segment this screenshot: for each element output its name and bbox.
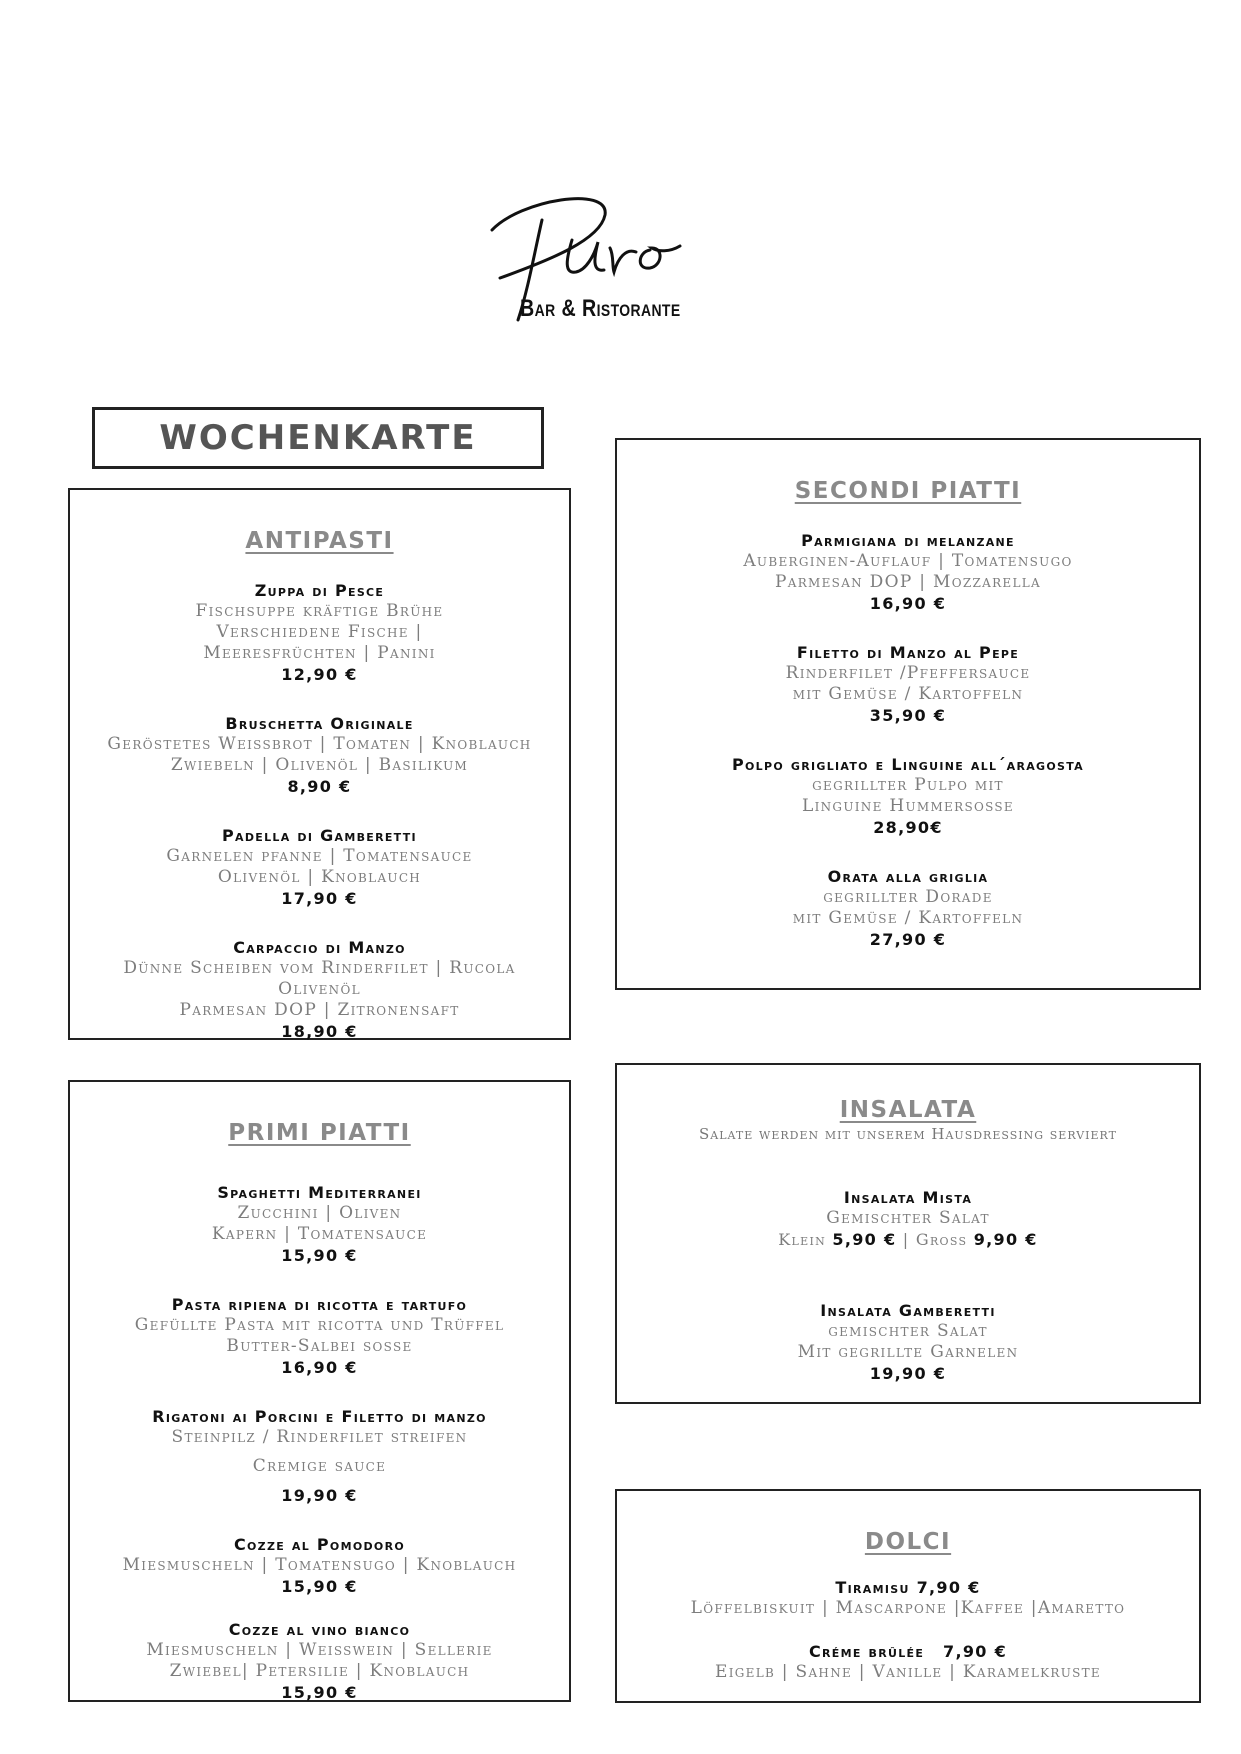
secondi-section bbox=[615, 438, 1201, 990]
menu-item bbox=[617, 1187, 1199, 1250]
item-desc: Zucchini | Oliven bbox=[237, 1203, 402, 1223]
insalata-section bbox=[615, 1063, 1201, 1404]
item-desc: gegrillter Dorade bbox=[823, 887, 993, 907]
item-desc: Olivenöl bbox=[278, 979, 361, 999]
item-desc: Miesmuscheln | Weisswein | Sellerie bbox=[146, 1640, 493, 1660]
item-desc: Dünne Scheiben vom Rinderfilet | Rucola bbox=[123, 958, 516, 978]
item-name: Bruschetta Originale bbox=[225, 714, 414, 733]
item-price: 15,90 € bbox=[281, 1246, 358, 1265]
menu-item bbox=[617, 754, 1199, 838]
item-name: Créme brûlée bbox=[808, 1642, 925, 1661]
item-desc: Butter-Salbei sosse bbox=[226, 1336, 413, 1356]
item-name: Filetto di Manzo al Pepe bbox=[796, 643, 1020, 662]
item-name: Tiramisu bbox=[835, 1578, 910, 1597]
item-name: Spaghetti Mediterranei bbox=[217, 1183, 422, 1202]
section-note: Salate werden mit unserem Hausdressing serviert bbox=[699, 1125, 1117, 1143]
item-desc: Meeresfrüchten | Panini bbox=[203, 643, 436, 663]
item-desc: Kapern | Tomatensauce bbox=[211, 1224, 428, 1244]
item-name: Orata alla griglia bbox=[827, 867, 989, 886]
item-desc: Auberginen-Auflauf | Tomatensugo bbox=[743, 551, 1073, 571]
item-name: Parmigiana di melanzane bbox=[801, 531, 1015, 550]
item-desc: Zwiebel| Petersilie | Knoblauch bbox=[169, 1661, 470, 1681]
item-price: 15,90 € bbox=[281, 1683, 358, 1702]
item-desc: Steinpilz / Rinderfilet streifen bbox=[171, 1427, 468, 1447]
section-title-insalata: INSALATA bbox=[839, 1097, 977, 1123]
item-name: Polpo grigliato e Linguine all´aragosta bbox=[732, 755, 1084, 774]
antipasti-section bbox=[68, 488, 571, 1040]
logo-subtitle: Bar & Ristorante bbox=[520, 295, 681, 322]
item-price: 17,90 € bbox=[281, 889, 358, 908]
item-desc: Zwiebeln | Olivenöl | Basilikum bbox=[170, 755, 469, 775]
section-title-antipasti: ANTIPASTI bbox=[245, 528, 394, 554]
menu-item bbox=[617, 866, 1199, 950]
item-price: 7,90 € bbox=[943, 1642, 1008, 1661]
menu-item bbox=[70, 1182, 569, 1266]
item-name: Padella di Gamberetti bbox=[222, 826, 417, 845]
separator: | bbox=[902, 1230, 910, 1249]
size-small-label: Klein bbox=[778, 1230, 827, 1249]
item-price: 12,90 € bbox=[281, 665, 358, 684]
item-name: Carpaccio di Manzo bbox=[233, 938, 406, 957]
item-name: Pasta ripiena di ricotta e tartufo bbox=[171, 1295, 468, 1314]
dolci-items bbox=[617, 1577, 1199, 1683]
menu-item bbox=[70, 1406, 569, 1506]
item-name: Cozze al Pomodoro bbox=[233, 1535, 405, 1554]
section-title-dolci: DOLCI bbox=[864, 1529, 952, 1555]
item-desc: Gefüllte Pasta mit ricotta und Trüffel bbox=[134, 1315, 505, 1335]
menu-item bbox=[70, 1619, 569, 1703]
primi-items bbox=[70, 1182, 569, 1703]
menu-item bbox=[617, 1577, 1199, 1619]
item-desc: Rinderfilet /Pfeffersauce bbox=[785, 663, 1031, 683]
item-price: 28,90€ bbox=[873, 818, 943, 837]
item-name: Zuppa di Pesce bbox=[254, 581, 385, 600]
item-desc: gemischter Salat bbox=[828, 1321, 988, 1341]
item-desc: Mit gegrillte Garnelen bbox=[797, 1342, 1019, 1362]
item-desc: Geröstetes Weissbrot | Tomaten | Knoblauch bbox=[107, 734, 532, 754]
item-desc: Linguine Hummersosse bbox=[802, 796, 1014, 816]
menu-item bbox=[70, 580, 569, 685]
dolci-section bbox=[615, 1489, 1201, 1703]
page-title: WOCHENKARTE bbox=[159, 418, 477, 458]
antipasti-items bbox=[70, 580, 569, 1042]
item-name-price bbox=[617, 1641, 1199, 1662]
item-price: 18,90 € bbox=[281, 1022, 358, 1041]
item-desc: Eigelb | Sahne | Vanille | Karamelkruste bbox=[715, 1662, 1101, 1682]
item-name: Insalata Gamberetti bbox=[820, 1301, 996, 1320]
item-desc: Olivenöl | Knoblauch bbox=[217, 867, 422, 887]
item-desc: Garnelen pfanne | Tomatensauce bbox=[166, 846, 473, 866]
menu-item bbox=[617, 1641, 1199, 1683]
restaurant-logo bbox=[480, 190, 780, 330]
size-large-price: 9,90 € bbox=[973, 1230, 1038, 1249]
item-desc: Löffelbiskuit | Mascarpone |Kaffee |Amaretto bbox=[690, 1598, 1126, 1618]
item-desc: Gemischter Salat bbox=[826, 1208, 990, 1228]
item-size-prices bbox=[617, 1229, 1199, 1250]
item-name: Rigatoni ai Porcini e Filetto di manzo bbox=[152, 1407, 487, 1426]
menu-item bbox=[617, 530, 1199, 614]
item-price: 19,90 € bbox=[281, 1486, 358, 1505]
item-desc: Cremige sauce bbox=[252, 1456, 387, 1476]
secondi-items bbox=[617, 530, 1199, 950]
section-title-primi: PRIMI PIATTI bbox=[228, 1120, 411, 1146]
item-desc: mit Gemüse / Kartoffeln bbox=[792, 908, 1024, 928]
item-price: 19,90 € bbox=[869, 1364, 947, 1383]
section-title-secondi: SECONDI PIATTI bbox=[794, 478, 1022, 504]
menu-item bbox=[617, 1300, 1199, 1384]
item-desc: Fischsuppe kräftige Brühe bbox=[195, 601, 444, 621]
item-price: 35,90 € bbox=[869, 706, 947, 725]
menu-item bbox=[70, 1534, 569, 1597]
item-price: 16,90 € bbox=[281, 1358, 358, 1377]
item-desc: Miesmuscheln | Tomatensugo | Knoblauch bbox=[122, 1555, 517, 1575]
item-price: 7,90 € bbox=[916, 1578, 981, 1597]
item-name: Cozze al vino bianco bbox=[228, 1620, 411, 1639]
menu-item bbox=[617, 642, 1199, 726]
item-price: 16,90 € bbox=[869, 594, 947, 613]
size-small-price: 5,90 € bbox=[832, 1230, 897, 1249]
item-price: 8,90 € bbox=[287, 777, 352, 796]
item-price: 27,90 € bbox=[869, 930, 947, 949]
menu-item bbox=[70, 713, 569, 797]
item-name: Insalata Mista bbox=[843, 1188, 973, 1207]
menu-item bbox=[70, 1294, 569, 1378]
item-desc: Verschiedene Fische | bbox=[216, 622, 423, 642]
insalata-items bbox=[617, 1187, 1199, 1384]
primi-section bbox=[68, 1080, 571, 1702]
page-title-box bbox=[92, 407, 544, 469]
menu-item bbox=[70, 937, 569, 1042]
item-desc: gegrillter Pulpo mit bbox=[812, 775, 1004, 795]
menu-item bbox=[70, 825, 569, 909]
size-large-label: Gross bbox=[915, 1230, 968, 1249]
item-price: 15,90 € bbox=[281, 1577, 358, 1596]
item-desc: mit Gemüse / Kartoffeln bbox=[792, 684, 1024, 704]
item-name-price bbox=[617, 1577, 1199, 1598]
item-desc: Parmesan DOP | Mozzarella bbox=[774, 572, 1041, 592]
item-desc: Parmesan DOP | Zitronensaft bbox=[179, 1000, 460, 1020]
